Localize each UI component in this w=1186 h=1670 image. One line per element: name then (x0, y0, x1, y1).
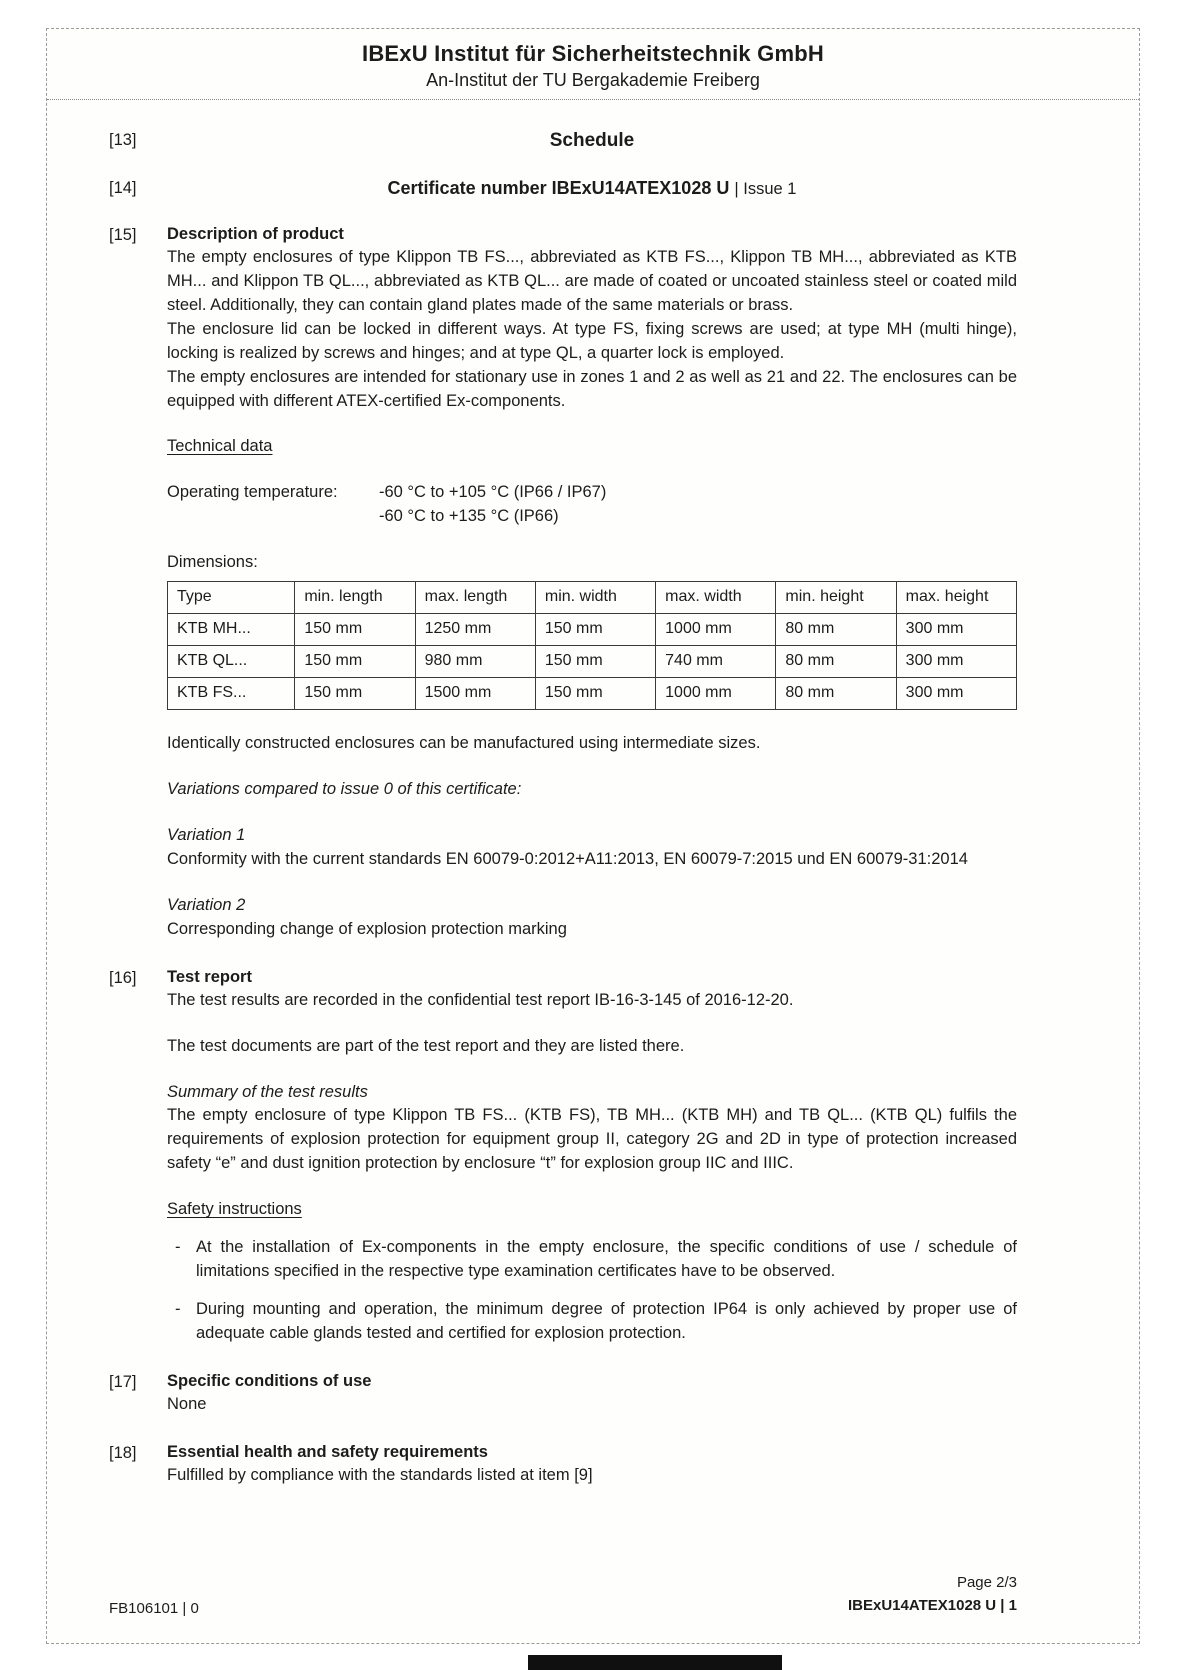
cell-min-length: 150 mm (295, 646, 415, 678)
column-header-max-height: max. height (896, 582, 1016, 614)
test-report-paragraph-1: The test results are recorded in the confidential test report IB-16-3-145 of 2016-12-20. (167, 990, 794, 1009)
document-page (46, 28, 1140, 1644)
document-header (47, 29, 1139, 100)
intermediate-sizes-note: Identically constructed enclosures can be manufactured using intermediate sizes. (167, 734, 761, 753)
safety-bullet-1-text: At the installation of Ex-components in the empty enclosure, the specific conditions of use / schedule of limitations specified in the respective type examination certificates have to be observed. (196, 1238, 1017, 1281)
dimensions-table-header-row (168, 582, 1017, 614)
cell-min-width: 150 mm (535, 678, 655, 710)
section-18-title: Essential health and safety requirements (167, 1442, 488, 1461)
cell-min-length: 150 mm (295, 614, 415, 646)
section-17-number: [17] (109, 1372, 137, 1391)
footer-form-number: FB106101 | 0 (109, 1600, 199, 1617)
section-13-number: [13] (109, 131, 137, 149)
cell-type: KTB MH... (168, 614, 295, 646)
cell-max-length: 1500 mm (415, 678, 535, 710)
scan-artifact-bar (528, 1655, 782, 1670)
schedule-heading: Schedule (549, 130, 635, 151)
description-paragraph-1: The empty enclosures of type Klippon TB FS..., abbreviated as KTB FS..., Klippon TB MH..., abbreviated as KTB MH... and Klippon TB QL..., abbreviated as KTB QL... are made of coated or uncoated stainless steel or coated mild steel. Additionally, they can contain gland plates made of the same materials or brass. (167, 248, 1017, 314)
cell-max-height: 300 mm (896, 678, 1016, 710)
description-paragraph-3: The empty enclosures are intended for stationary use in zones 1 and 2 as well as 21 and 22. The enclosures can be equipped with different ATEX-certified Ex-components. (167, 367, 1017, 410)
institute-title: IBExU Institut für Sicherheitstechnik GmbH (362, 41, 824, 66)
cell-max-height: 300 mm (896, 646, 1016, 678)
document-body (47, 100, 1139, 1488)
cell-min-height: 80 mm (776, 678, 896, 710)
safety-bullet-2-text: During mounting and operation, the minimum degree of protection IP64 is only achieved by proper use of adequate cable glands tested and certified for explosion protection. (196, 1299, 1017, 1342)
cell-min-width: 150 mm (535, 646, 655, 678)
safety-bullet-2 (167, 1298, 1017, 1346)
section-16-title: Test report (167, 967, 252, 986)
cell-max-length: 980 mm (415, 646, 535, 678)
footer-certificate-number: IBExU14ATEX1028 U | 1 (848, 1596, 1017, 1614)
cell-min-length: 150 mm (295, 678, 415, 710)
cell-max-width: 1000 mm (656, 678, 776, 710)
cell-min-width: 150 mm (535, 614, 655, 646)
operating-temperature-block (167, 481, 1017, 529)
dimensions-label: Dimensions: (167, 553, 258, 572)
section-17-title: Specific conditions of use (167, 1371, 372, 1390)
bullet-dash: - (175, 1299, 181, 1318)
certificate-number-heading: Certificate number IBExU14ATEX1028 U (387, 178, 730, 198)
summary-title: Summary of the test results (167, 1082, 368, 1101)
operating-temperature-value-1: -60 °C to +105 °C (IP66 / IP67) (379, 483, 607, 502)
variation-1-text: Conformity with the current standards EN 60079-0:2012+A11:2013, EN 60079-7:2015 und EN 60079-31:2014 (167, 849, 968, 868)
section-14-number: [14] (109, 179, 137, 197)
operating-temperature-label: Operating temperature: (167, 483, 338, 502)
test-report-paragraph-2: The test documents are part of the test report and they are listed there. (167, 1036, 685, 1055)
specific-conditions-text: None (167, 1394, 207, 1413)
section-14 (109, 178, 1017, 199)
column-header-type: Type (168, 582, 295, 614)
cell-type: KTB FS... (168, 678, 295, 710)
section-15-number: [15] (109, 226, 137, 244)
operating-temperature-value-2: -60 °C to +135 °C (IP66) (379, 507, 559, 526)
bullet-dash: - (175, 1238, 181, 1257)
description-paragraph-2: The enclosure lid can be locked in different ways. At type FS, fixing screws are used; at type MH (multi hinge), locking is realized by screws and hinges; and at type QL, a quarter lock is employed. (167, 319, 1017, 362)
dimensions-table (167, 581, 1017, 710)
cell-max-length: 1250 mm (415, 614, 535, 646)
variation-1-title: Variation 1 (167, 825, 246, 844)
column-header-min-width: min. width (535, 582, 655, 614)
summary-text: The empty enclosure of type Klippon TB FS... (KTB FS), TB MH... (KTB MH) and TB QL... (KTB QL) fulfils the requirements of explosion protection for equipment group II, category 2G and 2D in type of protection increased safety “e” and dust ignition protection by enclosure “t” for explosion group IIC and IIIC. (167, 1106, 1017, 1173)
technical-data-heading: Technical data (167, 437, 273, 456)
cell-min-height: 80 mm (776, 614, 896, 646)
section-18 (109, 1443, 1017, 1488)
section-17 (109, 1372, 1017, 1417)
safety-instructions-heading: Safety instructions (167, 1200, 302, 1219)
essential-requirements-text: Fulfilled by compliance with the standards listed at item [9] (167, 1465, 593, 1484)
section-16 (109, 968, 1017, 1346)
section-18-number: [18] (109, 1443, 137, 1462)
cell-max-height: 300 mm (896, 614, 1016, 646)
cell-min-height: 80 mm (776, 646, 896, 678)
cell-type: KTB QL... (168, 646, 295, 678)
variations-intro: Variations compared to issue 0 of this certificate: (167, 780, 522, 799)
variation-2-title: Variation 2 (167, 895, 246, 914)
section-15-title: Description of product (167, 225, 344, 243)
variation-2-text: Corresponding change of explosion protection marking (167, 919, 567, 938)
section-13 (109, 130, 1017, 152)
certificate-issue: | Issue 1 (734, 180, 797, 198)
footer-page-number: Page 2/3 (956, 1574, 1017, 1591)
table-row (168, 646, 1017, 678)
column-header-min-length: min. length (295, 582, 415, 614)
section-16-number: [16] (109, 968, 137, 987)
page-footer (109, 1572, 1017, 1617)
table-row (168, 678, 1017, 710)
safety-bullet-1 (167, 1236, 1017, 1284)
column-header-min-height: min. height (776, 582, 896, 614)
cell-max-width: 1000 mm (656, 614, 776, 646)
institute-subtitle: An-Institut der TU Bergakademie Freiberg (426, 70, 760, 90)
cell-max-width: 740 mm (656, 646, 776, 678)
column-header-max-width: max. width (656, 582, 776, 614)
table-row (168, 614, 1017, 646)
section-15 (109, 225, 1017, 942)
column-header-max-length: max. length (415, 582, 535, 614)
